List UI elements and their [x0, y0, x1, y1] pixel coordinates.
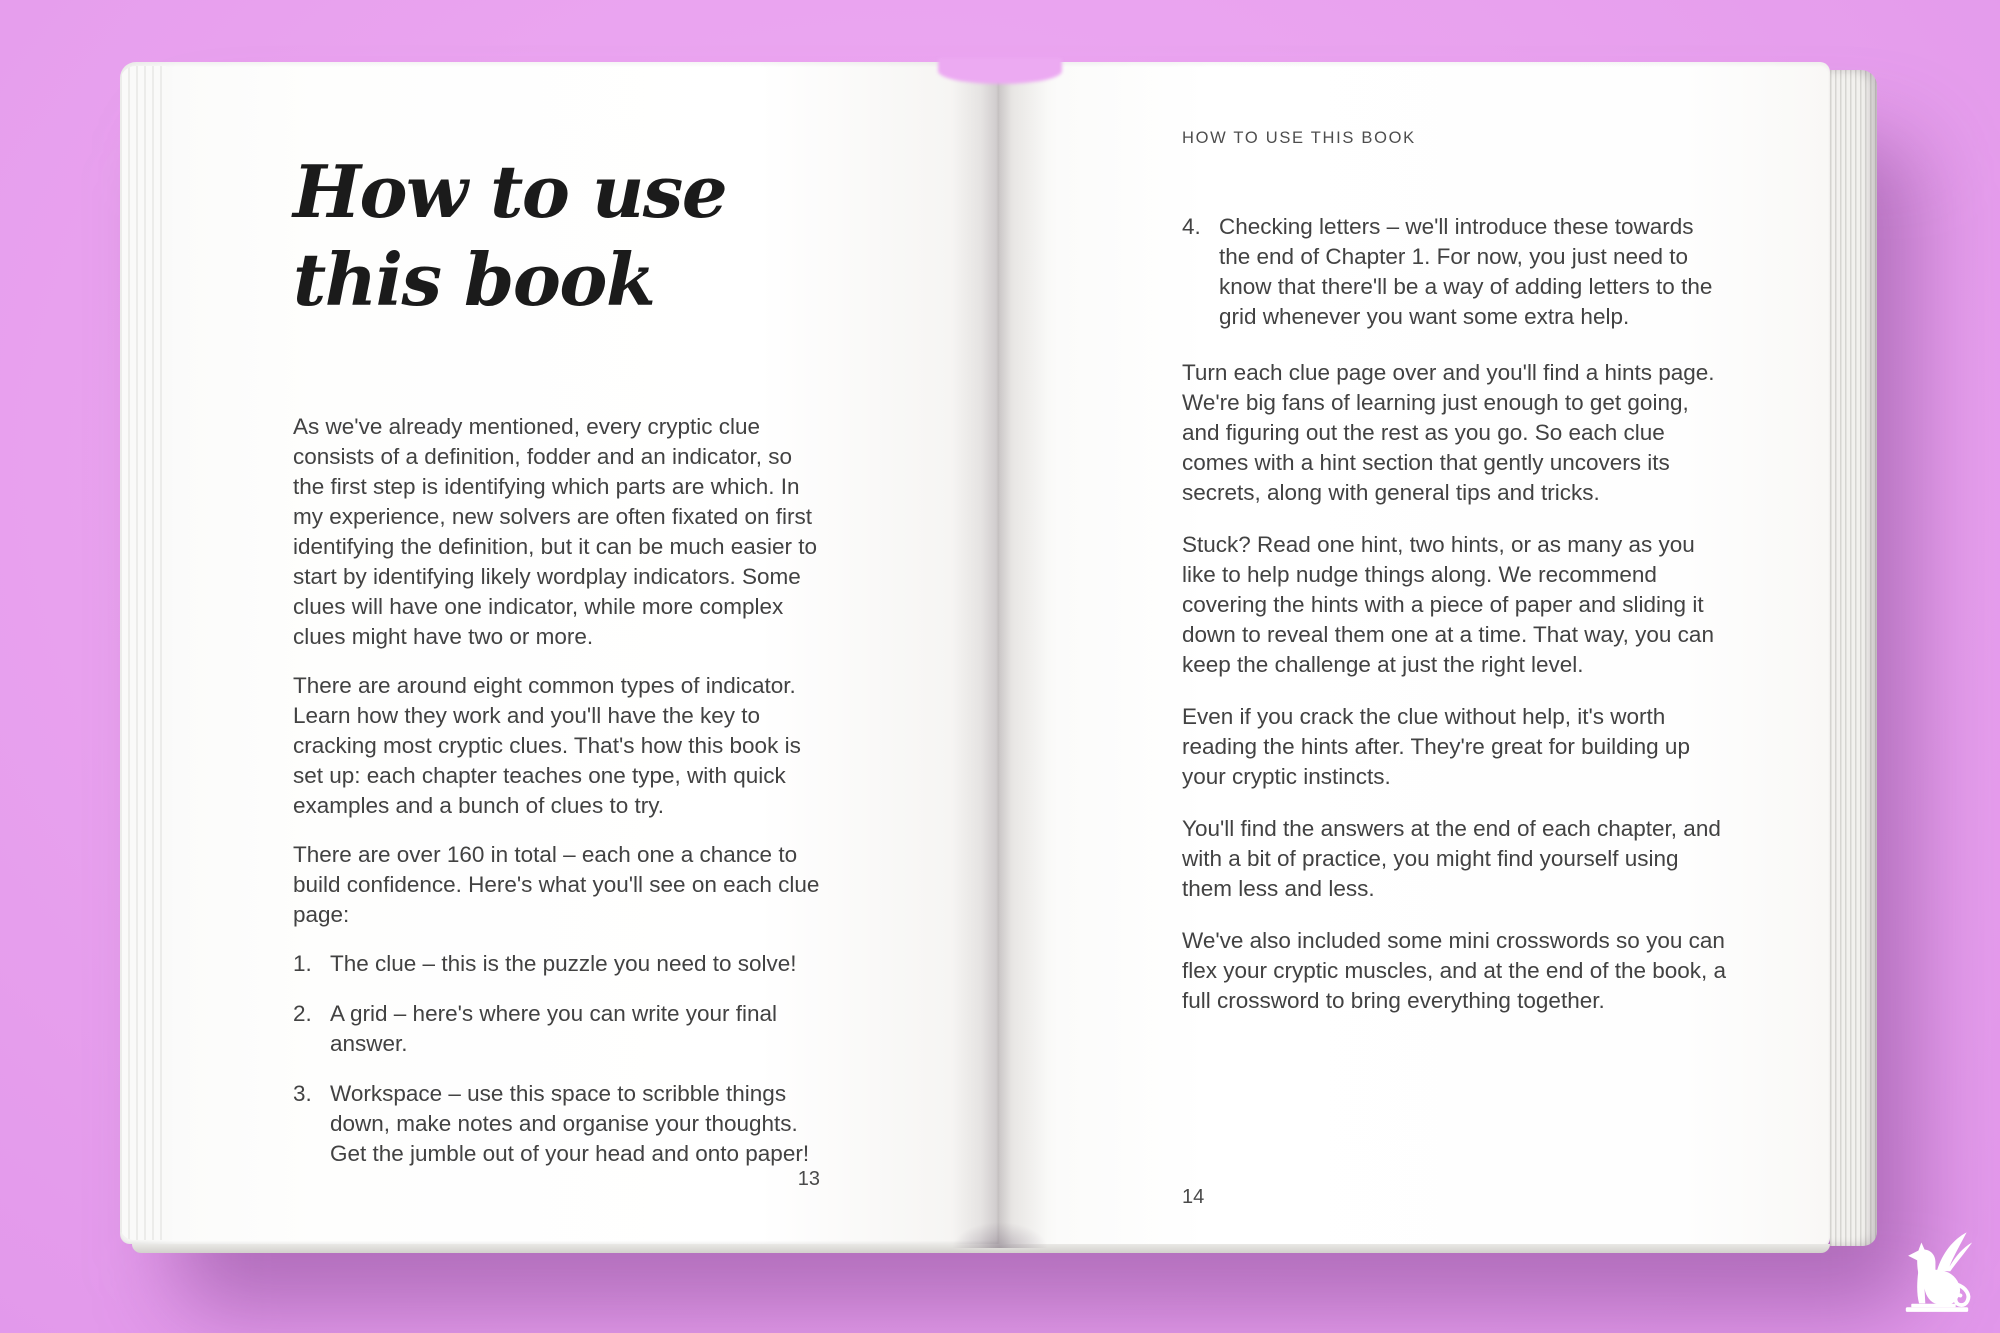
list-item-number: 3.: [293, 1081, 312, 1106]
paragraph: You'll find the answers at the end of each chapter, and with a bit of practice, you might find yourself using them less and less.: [1182, 816, 1721, 901]
page-number-right: 14: [1182, 1186, 1205, 1208]
list-item-text: Checking letters – we'll introduce these towards the end of Chapter 1. For now, you just need to know that there'll be a way of adding letters to the grid whenever you want some extra help.: [1219, 214, 1713, 329]
list-item-text: Workspace – use this space to scribble things down, make notes and organise your thoughts. Get the jumble out of your head and onto paper!: [330, 1081, 810, 1166]
list-item: [293, 999, 820, 1059]
list-item-text: The clue – this is the puzzle you need to solve!: [330, 951, 797, 976]
running-header: HOW TO USE THIS BOOK: [1182, 129, 1416, 147]
list-item-number: 4.: [1182, 214, 1201, 239]
spine-gutter-shadow: [952, 62, 1048, 1248]
spine-bottom-shadow: [952, 1222, 1048, 1248]
paragraph: There are around eight common types of indicator. Learn how they work and you'll have the key to cracking most cryptic clues. That's how this book is set up: each chapter teaches one type, with quick examples and a bunch of clues to try.: [293, 673, 801, 818]
chapter-title-line2: this book: [293, 237, 655, 322]
list-item: [293, 1079, 820, 1169]
griffin-logo: [1898, 1226, 1976, 1312]
left-page-content: [293, 148, 820, 1189]
left-page-edge-stack: [120, 66, 166, 1240]
numbered-list: [293, 949, 820, 1169]
right-page-content: [1182, 128, 1730, 1038]
chapter-title-line1: How to use: [293, 149, 727, 234]
paragraph: Turn each clue page over and you'll find a hints page. We're big fans of learning just enough to get going, and figuring out the rest as you go. So each clue comes with a hint section that gently uncovers its secrets, along with general tips and tricks.: [1182, 360, 1715, 505]
list-item-text: A grid – here's where you can write your final answer.: [330, 1001, 778, 1056]
right-page-edge-stack: [1830, 70, 1877, 1246]
paragraph: As we've already mentioned, every cryptic clue consists of a definition, fodder and an indicator, so the first step is identifying which parts are which. In my experience, new solvers are often fixated on first identifying the definition, but it can be much easier to start by identifying likely wordplay indicators. Some clues will have one indicator, while more complex clues might have two or more.: [293, 414, 818, 649]
page-number-left: 13: [797, 1168, 820, 1190]
paragraph: We've also included some mini crosswords so you can flex your cryptic muscles, and at the end of the book, a full crossword to bring everything together.: [1182, 928, 1727, 1013]
paragraph: There are over 160 in total – each one a chance to build confidence. Here's what you'll see on each clue page:: [293, 842, 820, 927]
paragraph: Stuck? Read one hint, two hints, or as many as you like to help nudge things along. We recommend covering the hints with a piece of paper and sliding it down to reveal them one at a time. That way, you can keep the challenge at just the right level.: [1182, 532, 1714, 677]
list-item: [293, 949, 820, 979]
list-item: [1182, 212, 1730, 332]
spine-top-dip: [938, 58, 1062, 84]
chapter-title: [293, 148, 820, 324]
list-item-number: 1.: [293, 951, 312, 976]
list-item-number: 2.: [293, 1001, 312, 1026]
paragraph: Even if you crack the clue without help, it's worth reading the hints after. They're great for building up your cryptic instincts.: [1182, 704, 1690, 789]
